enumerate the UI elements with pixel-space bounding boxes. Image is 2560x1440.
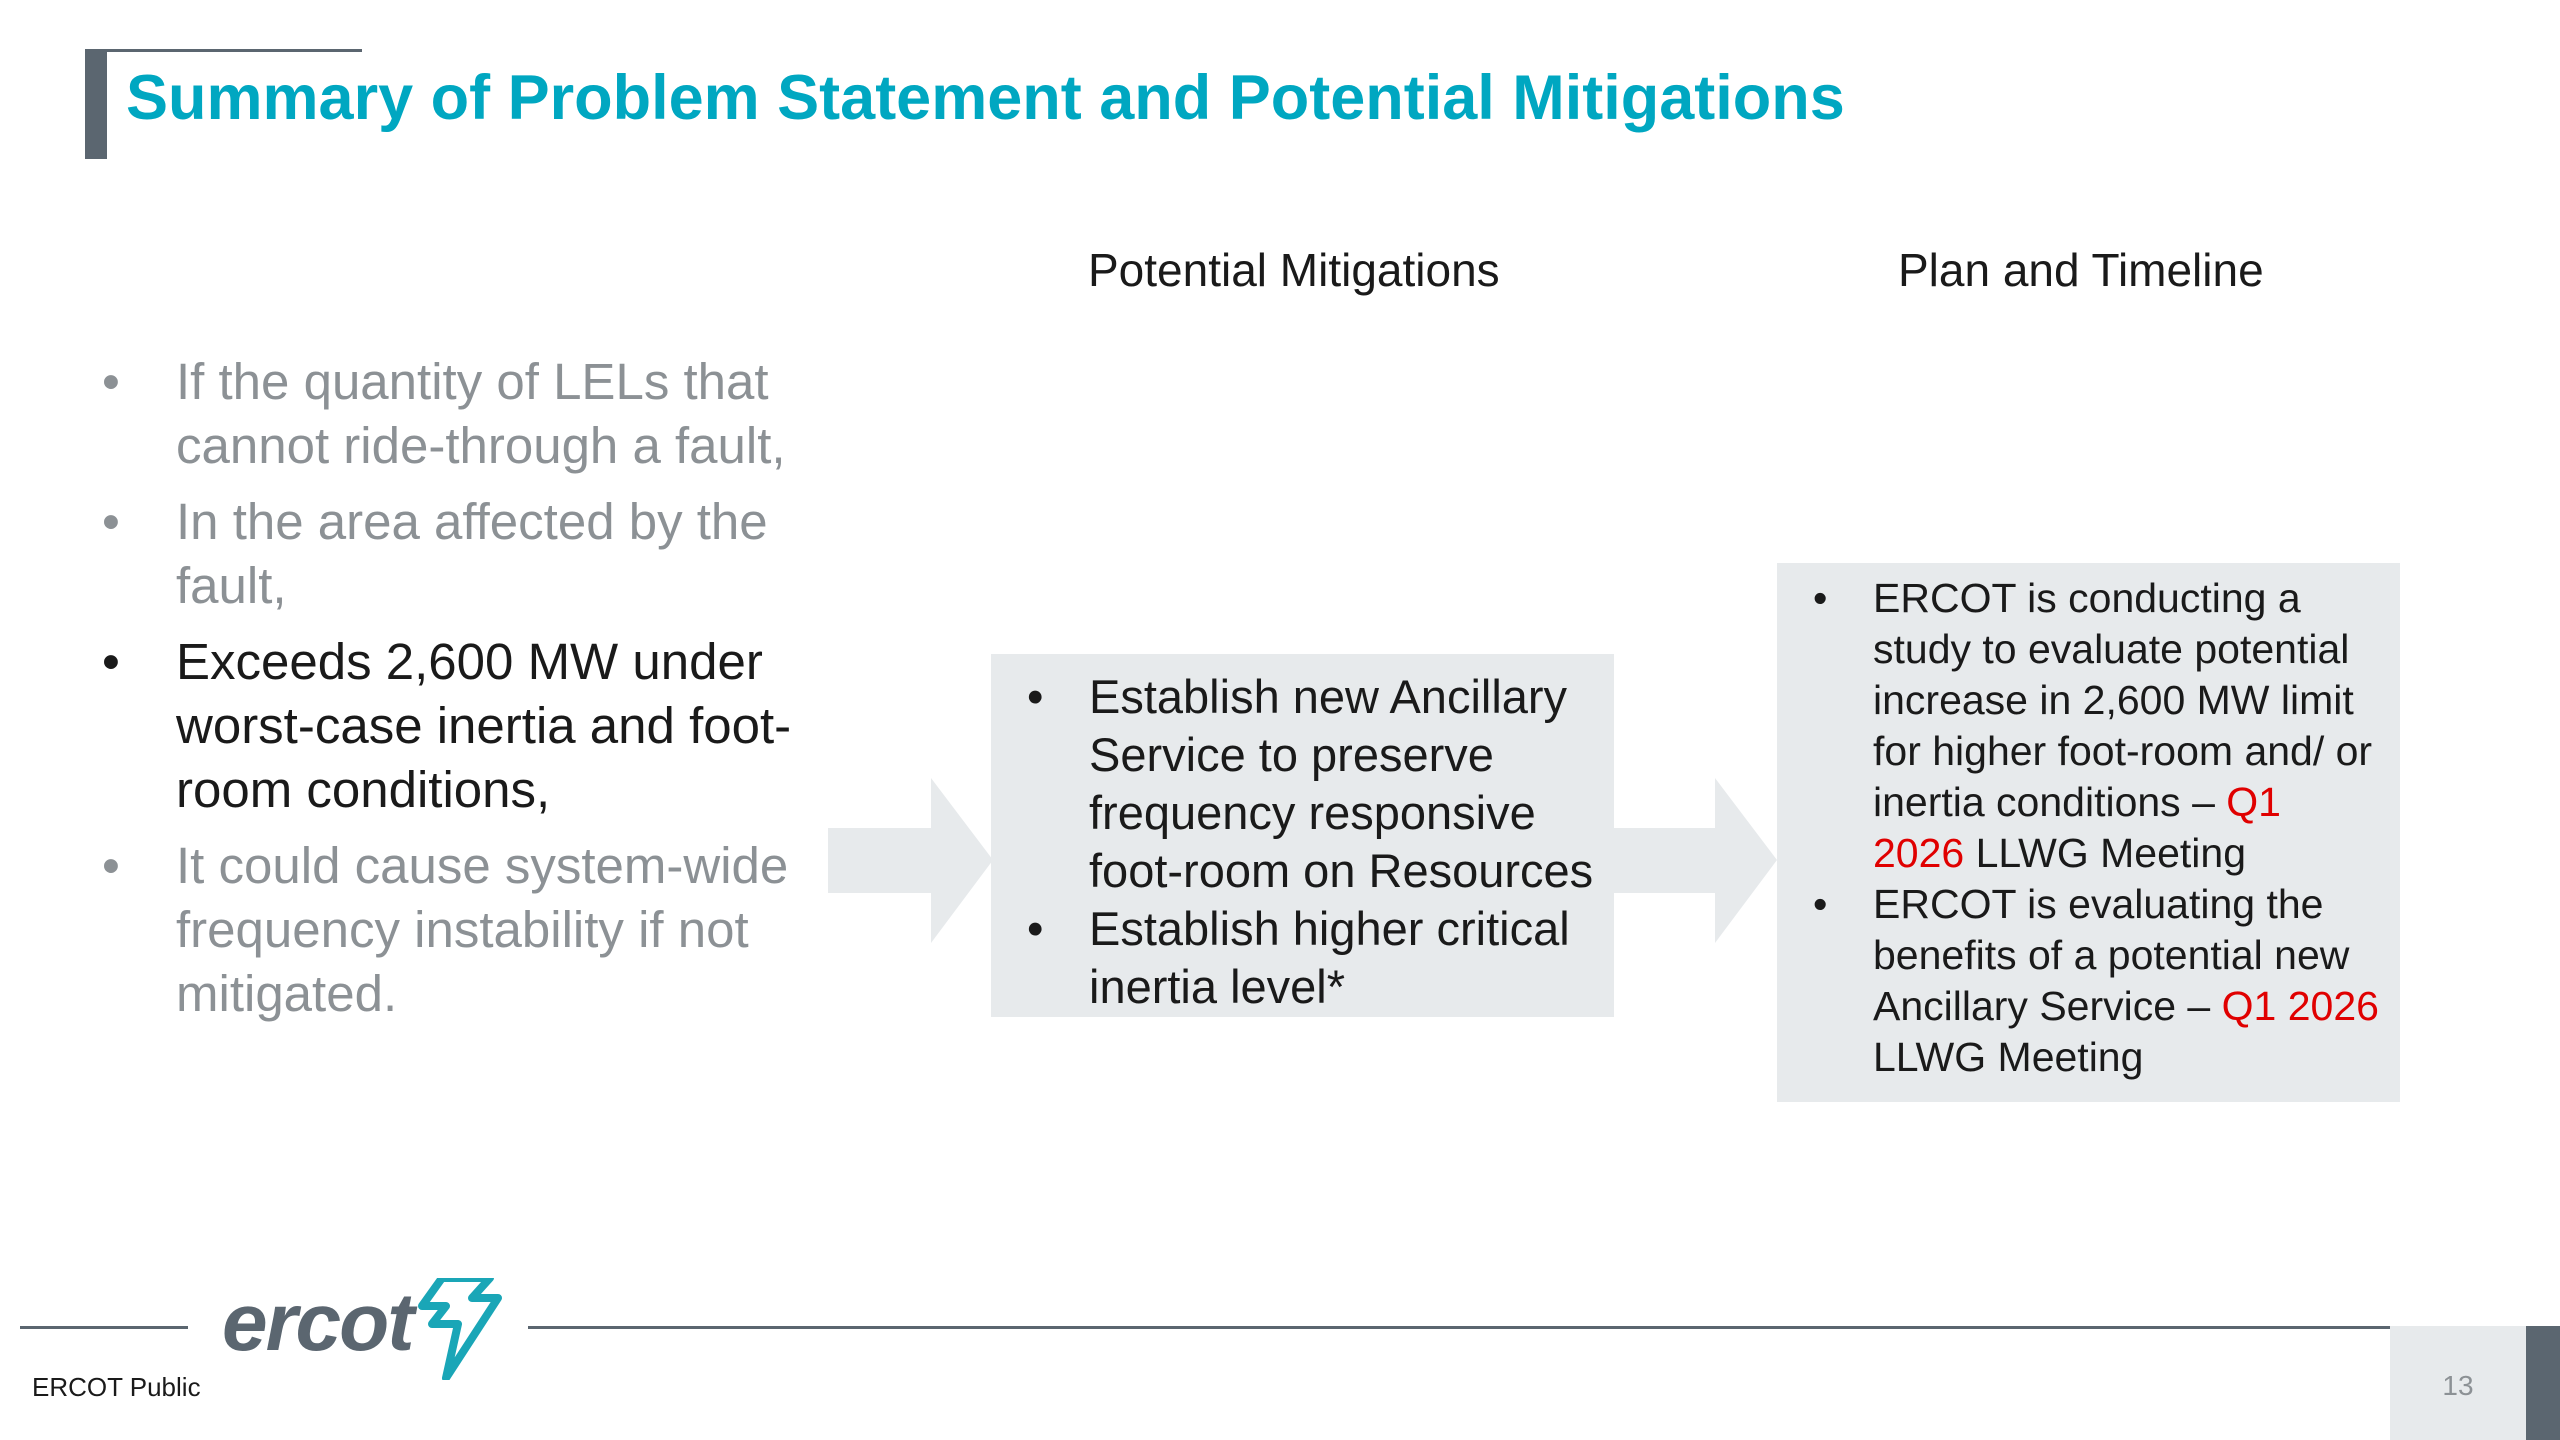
page-accent-bar	[2526, 1326, 2560, 1440]
plan-deadline: Q1 2026	[1873, 779, 2281, 876]
slide-title: Summary of Problem Statement and Potential Mitigations	[126, 63, 1845, 133]
mitigation-text: Establish new Ancillary Service to preserve frequency responsive foot-room on Resources	[1089, 670, 1594, 897]
plan-text: ERCOT is evaluating the benefits of a potential new Ancillary Service –	[1873, 881, 2350, 1029]
bullet-icon: •	[1027, 670, 1044, 723]
classification-label: ERCOT Public	[32, 1372, 201, 1402]
title-accent-bar	[85, 49, 107, 159]
plan-deadline: Q1 2026	[2221, 983, 2379, 1029]
right-arrow-icon	[1612, 778, 1777, 943]
bullet-icon: •	[102, 633, 120, 690]
mitigation-item	[1009, 900, 1594, 1016]
logo-wordmark: ercot	[222, 1277, 413, 1368]
right-arrow-icon	[828, 778, 993, 943]
bullet-icon: •	[102, 493, 120, 550]
bullet-icon: •	[1813, 881, 1828, 927]
plan-text: ERCOT is conducting a study to evaluate potential increase in 2,600 MW limit for higher foot-room and/ or inertia conditions –	[1873, 575, 2373, 825]
mitigations-list	[1009, 668, 1594, 1016]
problem-statement-list	[100, 350, 820, 1038]
bullet-icon: •	[1813, 575, 1828, 621]
plan-item	[1795, 879, 2380, 1083]
plan-text-suffix: LLWG Meeting	[1873, 1034, 2144, 1080]
bullet-icon: •	[102, 353, 120, 410]
mitigations-box	[991, 654, 1614, 1017]
lightning-bolt-icon	[412, 1278, 502, 1380]
mitigation-text: Establish higher critical inertia level*	[1089, 902, 1570, 1013]
plan-text-suffix: LLWG Meeting	[1964, 830, 2247, 876]
problem-statement-item	[100, 350, 820, 478]
problem-statement-text: If the quantity of LELs that cannot ride-through a fault,	[176, 353, 786, 474]
page-number: 13	[2442, 1370, 2474, 1401]
plan-box	[1777, 563, 2400, 1102]
title-top-rule	[85, 49, 362, 52]
problem-statement-item	[100, 490, 820, 618]
problem-statement-item	[100, 834, 820, 1026]
plan-item	[1795, 573, 2380, 879]
ercot-logo	[222, 1278, 502, 1380]
footer-rule-left	[20, 1326, 188, 1329]
plan-list	[1795, 573, 2380, 1083]
bullet-icon: •	[102, 837, 120, 894]
mitigations-column-header: Potential Mitigations	[1088, 244, 1500, 296]
mitigation-item	[1009, 668, 1594, 900]
plan-column-header: Plan and Timeline	[1898, 244, 2264, 296]
problem-statement-text: It could cause system-wide frequency instability if not mitigated.	[176, 837, 789, 1022]
footer-rule-right	[528, 1326, 2390, 1329]
problem-statement-text: In the area affected by the fault,	[176, 493, 768, 614]
problem-statement-item-emphasized	[100, 630, 820, 822]
bullet-icon: •	[1027, 902, 1044, 955]
problem-statement-text: Exceeds 2,600 MW under worst-case inertia and foot-room conditions,	[176, 633, 792, 818]
